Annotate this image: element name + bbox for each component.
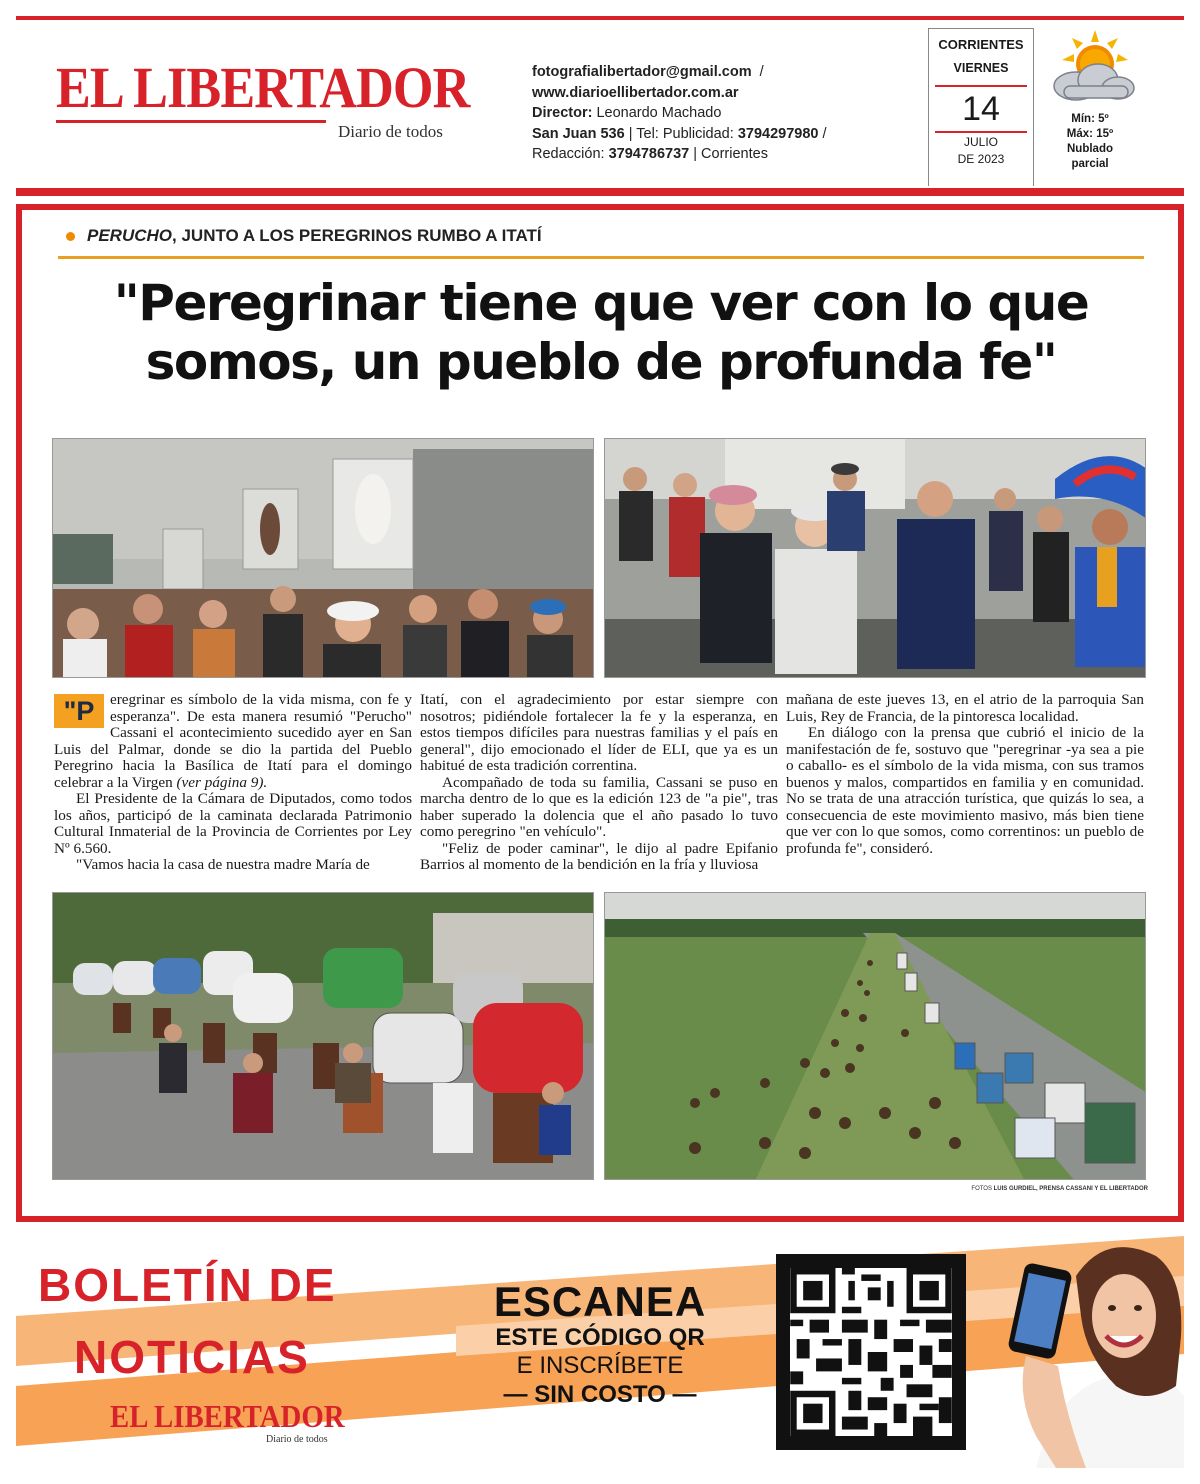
- photo-pilgrims-procession[interactable]: [52, 438, 594, 678]
- weather-condition: parcial: [1071, 158, 1109, 170]
- photo-wagons-road[interactable]: [52, 892, 594, 1180]
- top-rule: [16, 16, 1184, 20]
- qr-code-icon[interactable]: [776, 1254, 966, 1450]
- article-body: [54, 692, 1144, 888]
- city-suffix: | Corrientes: [693, 146, 768, 162]
- date-city: CORRIENTES: [938, 37, 1024, 52]
- column-3: [786, 692, 1144, 857]
- photo-aerial-caravan[interactable]: [604, 892, 1146, 1180]
- weather-box: [1036, 28, 1144, 186]
- tel-publicidad: 3794297980: [737, 125, 819, 142]
- paragraph: mañana de este jueves 13, en el atrio de la parroquia San Luis, Rey de Francia, de la pintoresca localidad.: [786, 691, 1144, 725]
- ad-title: BOLETÍN DE: [38, 1259, 337, 1311]
- date-month: JULIO: [963, 135, 998, 149]
- separator: /: [759, 64, 764, 80]
- woman-with-phone-icon: [996, 1236, 1184, 1468]
- page-reference: (ver página 9).: [176, 773, 268, 791]
- ad-logo: EL LIBERTADOR: [110, 1398, 345, 1434]
- kicker-rule: [58, 256, 1144, 259]
- bullet-icon: [66, 232, 75, 241]
- paragraph: Acompañado de toda su familia, Cassani se puso en marcha dentro de lo que es la edición 123 de "a pie", tras haber superado la dolencia que el año pasado lo tuvo como peregrino "en vehículo".: [420, 773, 778, 840]
- date-day: 14: [962, 90, 1000, 128]
- ad-logo-tagline: Diario de todos: [266, 1434, 328, 1445]
- column-1: [54, 692, 412, 874]
- website-link[interactable]: www.diarioellibertador.com.ar: [532, 84, 739, 101]
- kicker-text: , JUNTO A LOS PEREGRINOS RUMBO A ITATÍ: [172, 226, 542, 245]
- ad-call-to-action: [464, 1280, 736, 1410]
- paragraph: "Vamos hacia la casa de nuestra madre María de: [76, 856, 370, 873]
- separator: /: [822, 125, 827, 142]
- logo-underline: [56, 120, 326, 123]
- photo-credit: FOTOS LUIS GURDIEL, PRENSA CASSANI Y EL LIBERTADOR: [971, 1186, 1148, 1192]
- cta-line: ESTE CÓDIGO QR: [495, 1324, 705, 1351]
- director-label: Director:: [532, 105, 593, 121]
- tel-label: | Tel: Publicidad:: [628, 125, 734, 142]
- paragraph: [54, 692, 412, 791]
- temp-max: Máx: 15º: [1066, 128, 1114, 140]
- cta-line: E INSCRÍBETE: [516, 1352, 684, 1379]
- redaccion-label: Redacción:: [532, 146, 605, 162]
- redaccion-tel: 3794786737: [608, 146, 690, 162]
- paragraph: "Feliz de poder caminar", le dijo al padre Epifanio Barrios al momento de la bendición en la fría y lluviosa: [420, 839, 778, 873]
- date-rule: [935, 85, 1027, 87]
- date-rule: [935, 131, 1027, 133]
- kicker-name: PERUCHO: [87, 226, 173, 245]
- contact-block: [532, 62, 827, 165]
- paragraph: En diálogo con la prensa que cubrió el inicio de la manifestación de fe, sostuvo que "peregrinar -ya sea a pie o caballo- es el símbolo de la vida misma, con sus tramos buenos y malos, compartidos en familia y en comunidad. No se trata de una atracción turística, que quizás lo sea, a consecuencia de este movimiento masivo, más bien tiene que ver con lo que somos, como correntinos: un pueblo de profunda fe", consideró.: [786, 724, 1144, 857]
- director-name: Leonardo Machado: [596, 105, 722, 121]
- date-weekday: VIERNES: [953, 61, 1009, 75]
- paragraph-text: eregrinar es símbolo de la vida misma, con fe y esperanza". De esta manera resumió "Perucho" Cassani el acontecimiento sucedido ayer en San Luis del Palmar, donde se dio la partida del Pueblo Peregrino hacia la Basílica de Itatí para el domingo celebrar a la Virgen: [54, 691, 412, 791]
- partly-cloudy-icon: [1040, 28, 1140, 108]
- temp-min: Mín: 5º: [1071, 113, 1109, 125]
- column-2: [420, 692, 778, 874]
- headline: "Peregrinar tiene que ver con lo que somos, un pueblo de profunda fe": [113, 274, 1089, 391]
- date-year: DE 2023: [957, 152, 1005, 166]
- logo-text: EL LIBERTADOR: [56, 55, 470, 120]
- masthead-rule: [16, 188, 1184, 196]
- ad-title: NOTICIAS: [74, 1331, 310, 1383]
- date-box: [928, 28, 1034, 186]
- paragraph: Itatí, con el agradecimiento por estar siempre con nosotros; pidiéndole fortalecer la fe y la esperanza, en estos tiempos difíciles para nuestras familias y el país en general", dijo emocionado el líder de ELI, que ya es un habitué de esta tradición correntina.: [420, 691, 778, 774]
- logo-tagline: Diario de todos: [338, 122, 443, 141]
- email-link[interactable]: fotografialibertador@gmail.com: [532, 64, 752, 80]
- paragraph: El Presidente de la Cámara de Diputados, como todos los años, participó de la caminata declarada Patrimonio Cultural Inmaterial de la Provincia de Corrientes por Ley Nº 6.560.: [54, 790, 412, 857]
- article-frame: [16, 204, 1184, 1222]
- masthead-logo[interactable]: [56, 55, 470, 141]
- weather-condition: Nublado: [1067, 143, 1113, 155]
- cta-line: — SIN COSTO —: [503, 1381, 697, 1408]
- dropcap: "P: [54, 694, 104, 728]
- cta-line: ESCANEA: [493, 1278, 707, 1325]
- photo-cassani-family[interactable]: [604, 438, 1146, 678]
- kicker: [66, 226, 1150, 246]
- address: San Juan 536: [532, 125, 625, 142]
- newsletter-ad[interactable]: [16, 1236, 1184, 1468]
